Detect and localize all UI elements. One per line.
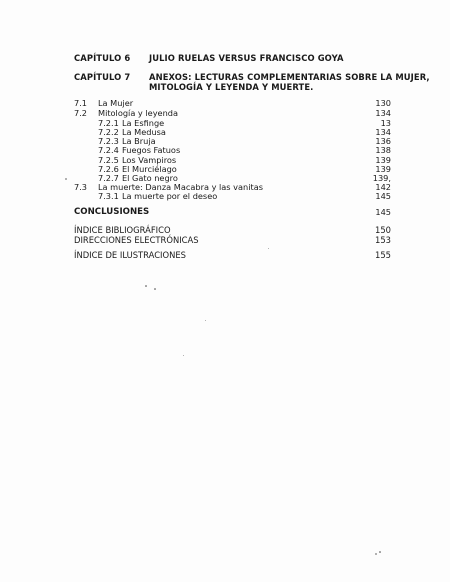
toc-entry-title: El Gato negro — [122, 173, 178, 183]
toc-entry-number: 7.3 — [74, 182, 88, 192]
toc-entry-title: El Murciélago — [122, 164, 177, 174]
toc-entry-page: 139 — [375, 155, 391, 165]
toc-entry-title: La Bruja — [122, 136, 156, 146]
toc-entry-number: 7.2.1 — [98, 118, 119, 128]
conclusiones-title: CONCLUSIONES — [74, 207, 150, 217]
scan-speck — [375, 553, 377, 555]
scan-speck — [154, 288, 156, 290]
toc-entry-title: La muerte por el deseo — [122, 191, 218, 201]
scan-speck — [205, 320, 206, 321]
toc-entry-number: 7.2.2 — [98, 127, 119, 137]
chapter-title-line: ANEXOS: LECTURAS COMPLEMENTARIAS SOBRE LA MUJER, — [149, 72, 430, 82]
chapter-title — [149, 53, 344, 63]
scan-speck — [379, 551, 381, 553]
scan-speck — [65, 178, 67, 180]
toc-entry-number: 7.2 — [74, 108, 88, 118]
scan-speck — [183, 355, 184, 356]
back-matter-title: ÍNDICE BIBLIOGRÁFICO — [74, 225, 171, 235]
toc-entry-title: La muerte: Danza Macabra y las vanitas — [98, 182, 263, 192]
toc-entry-title: La Mujer — [98, 98, 134, 108]
conclusiones-entry — [74, 207, 394, 217]
back-matter-title: DIRECCIONES ELECTRÓNICAS — [74, 235, 199, 245]
scan-speck — [145, 285, 147, 287]
toc-entry-page: 139 — [375, 164, 391, 174]
toc-entry-title: Fuegos Fatuos — [122, 145, 181, 155]
toc-entry-title: Los Vampiros — [122, 155, 177, 165]
toc-entry-title: La Esfinge — [122, 118, 165, 128]
toc-entry-title: Mitología y leyenda — [98, 108, 178, 118]
back-matter-page: 150 — [375, 225, 391, 235]
toc-entry-page: 142 — [375, 182, 391, 192]
toc-entry-page: 134 — [375, 127, 391, 137]
toc-entry-page: 138 — [375, 145, 391, 155]
toc-entry-title: La Medusa — [122, 127, 166, 137]
back-matter-entry — [74, 250, 394, 260]
toc-entry-page: 145 — [375, 191, 391, 201]
toc-entry-number: 7.3.1 — [98, 191, 119, 201]
toc-subentry — [0, 191, 450, 201]
toc-entry-page: 130 — [375, 98, 391, 108]
toc-entry-number: 7.2.6 — [98, 164, 119, 174]
toc-entry-number: 7.2.5 — [98, 155, 119, 165]
toc-entry-page: 134 — [375, 108, 391, 118]
chapter-number: CAPÍTULO 7 — [74, 72, 131, 82]
toc-entry-page: 13 — [380, 118, 391, 128]
scan-speck — [268, 248, 269, 249]
toc-entry — [0, 108, 450, 118]
toc-entry-number: 7.2.3 — [98, 136, 119, 146]
chapter-title-line: JULIO RUELAS VERSUS FRANCISCO GOYA — [149, 53, 344, 63]
toc-entry-number: 7.2.4 — [98, 145, 119, 155]
back-matter-page: 153 — [375, 235, 391, 245]
toc-entry-number: 7.2.7 — [98, 173, 119, 183]
back-matter-entry — [74, 225, 394, 235]
toc-entry-number: 7.1 — [74, 98, 88, 108]
toc-entry-page: 139, — [372, 173, 391, 183]
chapter-title-line: MITOLOGÍA Y LEYENDA Y MUERTE. — [149, 82, 314, 92]
toc-subentry — [0, 145, 450, 155]
back-matter-title: ÍNDICE DE ILUSTRACIONES — [74, 250, 186, 260]
toc-entry — [0, 98, 450, 108]
chapter-number: CAPÍTULO 6 — [74, 53, 131, 63]
back-matter-page: 155 — [375, 250, 391, 260]
toc-entry-page: 136 — [375, 136, 391, 146]
back-matter-entry — [74, 235, 394, 245]
chapter-title — [149, 72, 430, 92]
conclusiones-page: 145 — [375, 207, 391, 217]
